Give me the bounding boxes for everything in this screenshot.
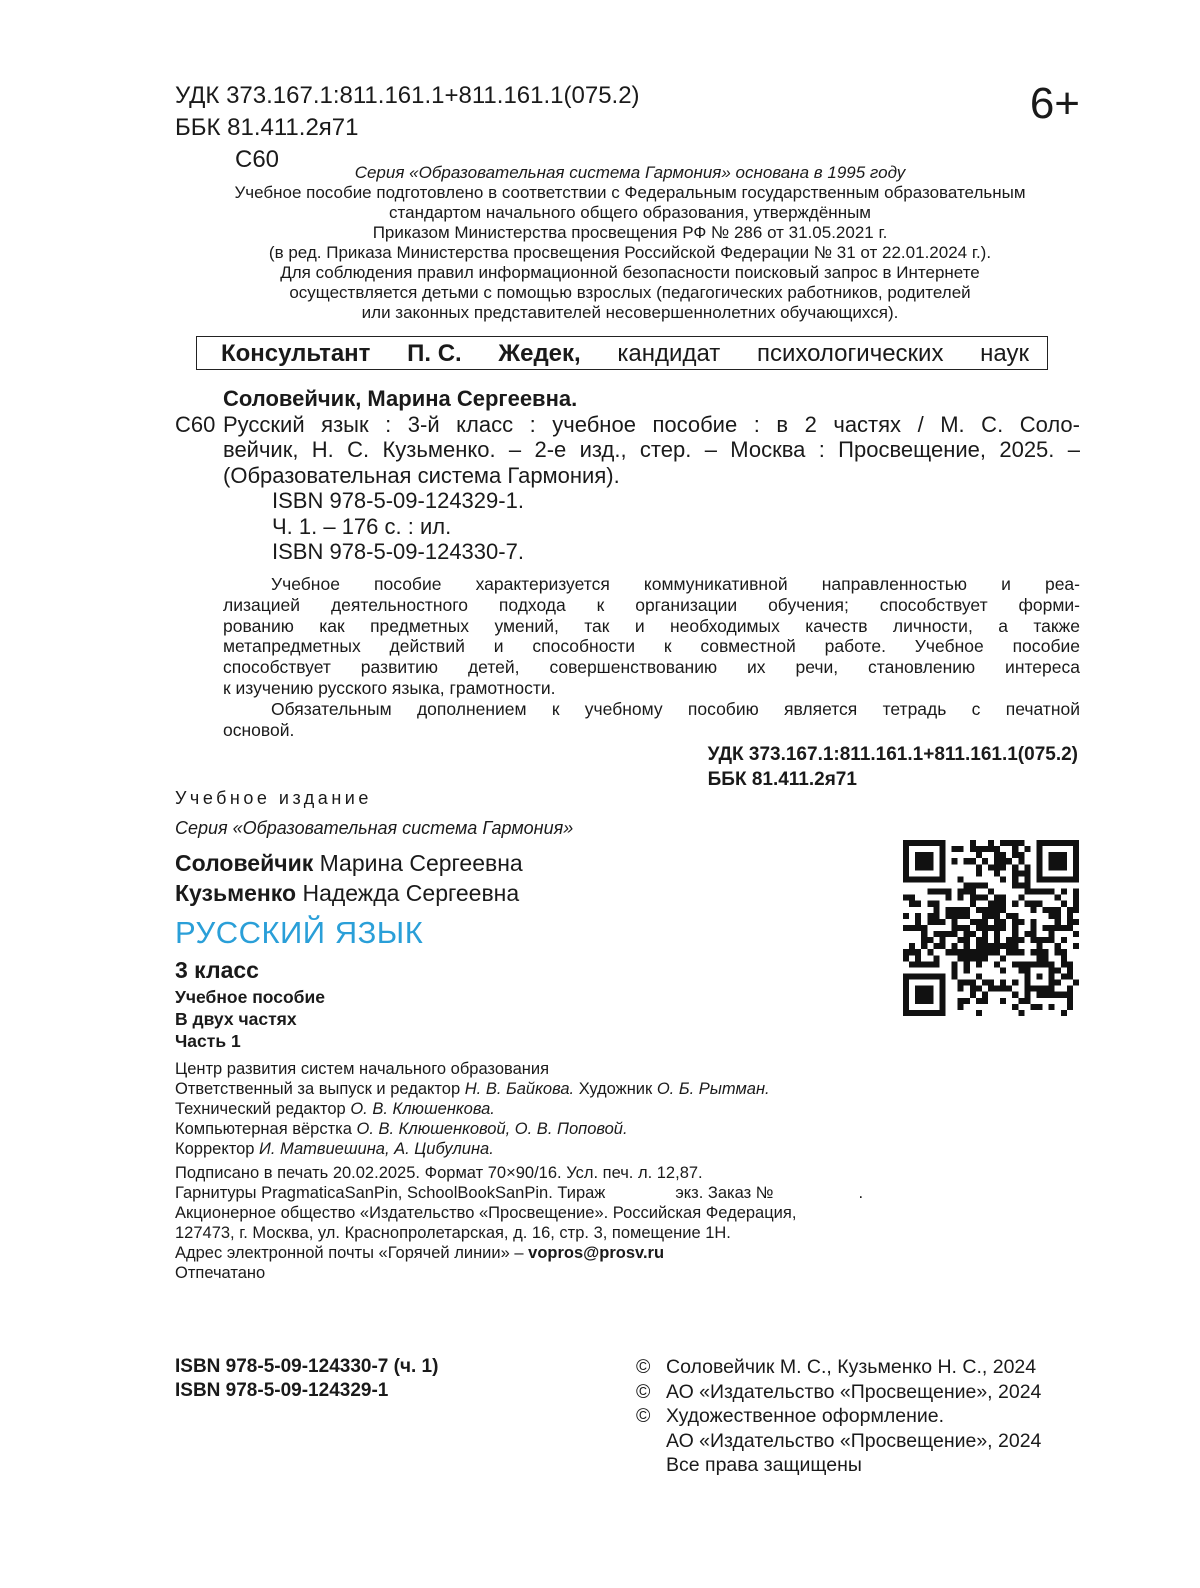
book-subtitle (175, 986, 325, 1052)
order-text: экз. Заказ № (675, 1184, 774, 1202)
signed-to-print: Подписано в печать 20.02.2025. Формат 70×90/16. Усл. печ. л. 12,87. (175, 1164, 703, 1182)
proofreader-label: Корректор (175, 1140, 255, 1158)
series-name: Серия «Образовательная система Гармония» (175, 818, 574, 838)
isbn-part: ISBN 978-5-09-124330-7. (272, 539, 524, 564)
author-2-surname: Кузьменко (175, 880, 297, 906)
print-info (175, 1163, 863, 1283)
layout-name: О. В. Клюшенковой, О. В. Поповой. (356, 1120, 628, 1138)
copyright-publisher: АО «Издательство «Просвещение», 2024 (666, 1380, 1042, 1403)
publisher-line: Акционерное общество «Издательство «Просвещение». Российская Федерация, (175, 1204, 797, 1222)
tech-editor-name: О. В. Клюшенкова. (350, 1100, 495, 1118)
editor-line (175, 1079, 770, 1099)
age-rating: 6+ (1029, 79, 1080, 128)
copyright-row (636, 1453, 1041, 1478)
layout-line (175, 1119, 770, 1139)
isbn-main: ISBN 978-5-09-124329-1. (272, 488, 524, 513)
proofreader-name: И. Матвиешина, А. Цибулина. (259, 1140, 494, 1158)
consultant-degree-3: наук (980, 340, 1029, 367)
annotation (223, 574, 1080, 740)
proofreader-line (175, 1139, 770, 1159)
edition-type: Учебное издание (175, 788, 372, 808)
copyright-row (636, 1355, 1041, 1380)
copyright-icon: © (636, 1380, 651, 1403)
annotation-line: метапредметных действий и способности к совместной работе. Учебное пособие (223, 636, 1080, 657)
grade: 3 класс (175, 957, 259, 983)
author-2 (175, 878, 523, 908)
isbn-part-1: ISBN 978-5-09-124330-7 (ч. 1) (175, 1356, 439, 1377)
tech-editor-label: Технический редактор (175, 1100, 346, 1118)
consultant-label: Консультант (221, 340, 371, 367)
credits (175, 1059, 770, 1159)
authors (175, 848, 523, 908)
consultant-degree-2: психологических (756, 340, 944, 367)
typeface-text: Гарнитуры PragmaticaSanPin, SchoolBookSanPin. Тираж (175, 1184, 606, 1202)
series-founded: Серия «Образовательная система Гармония» основана в 1995 году (354, 163, 906, 182)
annotation-line: способствует развитию детей, совершенствованию их речи, становлению интереса (223, 657, 1080, 678)
author-mark: С60 (235, 146, 280, 173)
preamble (175, 163, 1085, 323)
isbn-block (175, 1355, 438, 1403)
header-classification (175, 80, 640, 176)
preamble-line: Для соблюдения правил информационной безопасности поисковый запрос в Интернете (280, 263, 980, 282)
udk-code: УДК 373.167.1:811.161.1+811.161.1(075.2) (175, 82, 640, 109)
center-name: Центр развития систем начального образования (175, 1060, 550, 1078)
rights-reserved: Все права защищены (666, 1454, 862, 1477)
author-1-name: Марина Сергеевна (319, 850, 523, 876)
isbn-set: ISBN 978-5-09-124329-1 (175, 1380, 389, 1401)
copyright-row (636, 1429, 1041, 1454)
annotation-line: Обязательным дополнением к учебному пособию является тетрадь с печатной (271, 698, 1080, 719)
biblio-line: Русский язык : 3-й класс : учебное пособие : в 2 частях / М. С. Соло- (223, 411, 1080, 437)
biblio-line: (Образовательная система Гармония). (223, 462, 620, 488)
biblio-line: вейчик, Н. С. Кузьменко. – 2-е изд., стер. – Москва : Просвещение, 2025. – (223, 437, 1080, 462)
annotation-line: к изучению русского языка, грамотности. (223, 677, 556, 698)
author-1 (175, 848, 523, 878)
part-info: Ч. 1. – 176 с. : ил. (272, 513, 452, 539)
email-line (175, 1243, 863, 1263)
editor-label: Ответственный за выпуск и редактор (175, 1080, 461, 1098)
preamble-line: Учебное пособие подготовлено в соответствии с Федеральным государственным образовательным (234, 183, 1026, 202)
author-1-surname: Соловейчик (175, 850, 314, 876)
printed-line: Отпечатано (175, 1264, 266, 1282)
preamble-line: или законных представителей несовершеннолетних обучающихся). (361, 303, 899, 322)
parts-count: В двух частях (175, 1009, 297, 1029)
consultant-degree-1: кандидат (617, 340, 721, 367)
consultant-initials: П. С. (407, 340, 462, 367)
author-2-name: Надежда Сергеевна (302, 880, 520, 906)
copyright-icon: © (636, 1356, 651, 1378)
editor-name: Н. В. Байкова. (464, 1080, 575, 1098)
preamble-line: стандартом начального общего образования, утверждённым (389, 203, 871, 222)
typeface-line (175, 1183, 863, 1203)
bbk-code-bottom: ББК 81.411.2я71 (707, 769, 857, 790)
book-type: Учебное пособие (175, 987, 325, 1007)
classification-block (708, 742, 1078, 792)
copyright-row (636, 1380, 1041, 1405)
bibliographic-record (175, 386, 1080, 565)
email-label: Адрес электронной почты «Горячей линии» – (175, 1244, 524, 1262)
tech-editor-line (175, 1099, 770, 1119)
preamble-line: Приказом Министерства просвещения РФ № 286 от 31.05.2021 г. (372, 223, 888, 242)
consultant-box (196, 336, 1048, 370)
preamble-line: (в ред. Приказа Министерства просвещения Российской Федерации № 31 от 22.01.2024 г.). (268, 243, 992, 262)
biblio-first-line (175, 412, 1080, 438)
artist-label: Художник (578, 1080, 653, 1098)
artist-name: О. Б. Рытман. (656, 1080, 770, 1098)
annotation-line: основой. (223, 719, 295, 740)
consultant-line (221, 340, 1029, 368)
copyright-authors: Соловейчик М. С., Кузьменко Н. С., 2024 (666, 1356, 1037, 1378)
book-title: РУССКИЙ ЯЗЫК (175, 915, 424, 950)
bbk-code: ББК 81.411.2я71 (175, 114, 359, 141)
email-address[interactable]: vopros@prosv.ru (528, 1244, 665, 1262)
annotation-line: рованию как предметных умений, так и необходимых качеств личности, а также (223, 615, 1080, 636)
copyright-icon: © (636, 1405, 651, 1428)
author-heading: Соловейчик, Марина Сергеевна. (223, 386, 578, 411)
biblio-code: С60 (175, 411, 216, 437)
qr-code-icon[interactable] (903, 840, 1079, 1016)
address-line: 127473, г. Москва, ул. Краснопролетарская, д. 16, стр. 3, помещение 1Н. (175, 1224, 731, 1242)
layout-label: Компьютерная вёрстка (175, 1120, 352, 1138)
annotation-line: лизацией деятельностного подхода к организации обучения; способствует форми- (223, 594, 1080, 615)
part-number: Часть 1 (175, 1031, 241, 1051)
preamble-line: осуществляется детьми с помощью взрослых (педагогических работников, родителей (289, 283, 971, 302)
consultant-surname: Жедек, (498, 340, 581, 367)
annotation-line: Учебное пособие характеризуется коммуникативной направленностью и реа- (271, 574, 1080, 594)
copyright-art-publisher: АО «Издательство «Просвещение», 2024 (666, 1429, 1042, 1452)
copyright-art: Художественное оформление. (666, 1405, 945, 1428)
udk-code-bottom: УДК 373.167.1:811.161.1+811.161.1(075.2) (707, 744, 1078, 765)
copyright-block (636, 1355, 1041, 1478)
order-end: . (858, 1184, 864, 1202)
copyright-row (636, 1404, 1041, 1429)
